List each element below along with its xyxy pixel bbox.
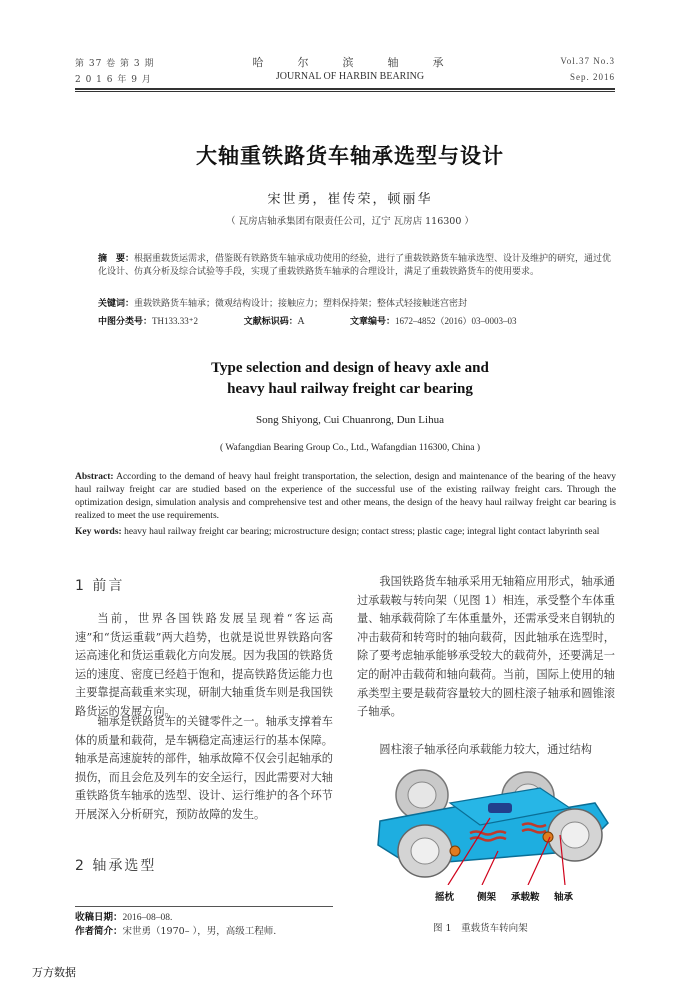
watermark-text: 万方数据 — [32, 966, 76, 979]
author-bio-value: 宋世勇（1970– ），男，高级工程师. — [122, 926, 277, 937]
figure-label-bearing: 轴承 — [554, 892, 574, 903]
author-bio — [75, 925, 276, 939]
doc-code-label: 文献标识码： — [243, 317, 298, 327]
received-label: 收稿日期： — [75, 912, 123, 923]
keywords-cn — [98, 298, 616, 311]
abstract-cn-text: 根据重载货运需求，借鉴既有铁路货车轴承成功使用的经验，进行了重载铁路货车轴承选型、设计及维护的研究，通过优化设计、仿真分析及综合试验等手段，实现了重载铁路货车轴承的合理设计，满足了重载铁路货车的使用要求。 — [98, 254, 612, 277]
date-en: Sep. 2016 — [570, 72, 615, 82]
keywords-en-text: heavy haul railway freight car bearing; microstructure design; contact stress; plastic cage; integral light contact labyrinth seal — [121, 527, 600, 537]
keywords-en — [75, 526, 616, 539]
journal-name-en: JOURNAL OF HARBIN BEARING — [275, 71, 425, 82]
abstract-en-text: According to the demand of heavy haul freight transportation, the selection, design and maintenance of the bearing of the heavy haul railway freight car are studied based on the experience of the successful use of the existing railway freight cars. Through the optimization design, simulation analysis and comprehensive test and other means, the design of the heavy haul railway freight car bearing is realized to meet the use requirements. — [75, 472, 616, 521]
journal-name-cn: 哈 尔 滨 轴 承 — [252, 56, 448, 69]
volume-issue-cn: 第 37 卷 第 3 期 — [75, 59, 155, 69]
title-en-line1: Type selection and design of heavy axle and — [211, 360, 489, 376]
doc-code: A — [297, 317, 305, 327]
bogie-figure — [370, 763, 618, 885]
figure-label-adapter: 承载鞍 — [511, 892, 540, 903]
abstract-en — [75, 471, 616, 523]
figure-caption: 图 1 重载货车转向架 — [433, 923, 528, 934]
abstract-cn-label: 摘 要： — [98, 254, 135, 264]
keywords-en-label: Key words: — [75, 527, 122, 537]
header-rule — [75, 88, 615, 90]
paragraph-3: 我国铁路货车轴承采用无轴箱应用形式，轴承通过承载鞍与转向架（见图 1）相连，承受整个车体重量、轴承载荷除了车体重量外，还需承受来自钢轨的冲击载荷和转弯时的轴向载荷，因此轴承在选型时，除了要考虑轴承能够承受较大的载荷外，还要满足一定的耐冲击载荷和轴向载荷。当前，国际上使用的轴承类型主要是载荷容量较大的圆柱滚子轴承和圆锥滚子轴承。 — [357, 575, 615, 719]
header-rule-thin — [75, 91, 615, 92]
article-no-label: 文章编号： — [350, 317, 396, 327]
title-cn: 大轴重铁路货车轴承选型与设计 — [196, 144, 504, 168]
section-heading-1: 1 前言 — [75, 578, 125, 594]
clc-code: TH133.33⁺2 — [152, 316, 199, 326]
paragraph-1: 当前，世界各国铁路发展呈现着“客运高速”和“货运重载”两大趋势，也就是说世界铁路向客运高速化和货运重载化方向发展。因为我国的铁路货运的速度、密度已经趋于饱和，提高铁路货运能力也主要靠提高载重来实现，研制大轴重货车则是我国铁路货运的发展方向。 — [75, 612, 333, 718]
paragraph-4: 圆柱滚子轴承径向承载能力较大，通过结构 — [379, 743, 592, 756]
volume-issue-en: Vol.37 No.3 — [560, 56, 615, 66]
title-en — [0, 358, 700, 400]
classification-line — [98, 315, 616, 329]
abstract-en-label: Abstract: — [75, 472, 114, 482]
author-bio-label: 作者简介： — [75, 926, 123, 937]
abstract-cn — [98, 253, 616, 279]
authors-en: Song Shiyong, Cui Chuanrong, Dun Lihua — [256, 414, 444, 426]
section-heading-2: 2 轴承选型 — [75, 858, 157, 874]
received-value: 2016–08–08. — [122, 913, 173, 923]
clc-label: 中图分类号： — [98, 317, 153, 327]
received-date — [75, 911, 172, 925]
footnote-rule — [75, 906, 333, 907]
date-cn: 2 0 1 6 年 9 月 — [75, 75, 152, 85]
keywords-cn-label: 关键词： — [98, 299, 135, 309]
bogie-illustration — [370, 763, 618, 885]
paragraph-2: 轴承是铁路货车的关键零件之一。轴承支撑着车体的质量和载荷，是车辆稳定高速运行的基本保障。轴承是高速旋转的部件，轴承故障不仅会引起轴承的损伤，而且会危及列车的安全运行，因此需要对大轴重铁路货车轴承的选型、设计、运行维护的各个环节开展深入分析研究，预防故障的发生。 — [75, 715, 333, 821]
authors-cn: 宋世勇，崔传荣，顿丽华 — [267, 192, 433, 207]
title-en-line2: heavy haul railway freight car bearing — [227, 381, 473, 397]
figure-label-bolster: 摇枕 — [435, 892, 455, 903]
article-no: 1672–4852（2016）03–0003–03 — [395, 316, 517, 326]
keywords-cn-text: 重载铁路货车轴承；微观结构设计；接触应力；塑料保持架；整体式轻接触迷宫密封 — [134, 299, 468, 309]
affiliation-en: ( Wafangdian Bearing Group Co., Ltd., Wafangdian 116300, China ) — [219, 443, 481, 453]
figure-label-side-frame: 侧架 — [477, 892, 497, 903]
affiliation-cn: （ 瓦房店轴承集团有限责任公司，辽宁 瓦房店 116300 ） — [226, 216, 474, 227]
